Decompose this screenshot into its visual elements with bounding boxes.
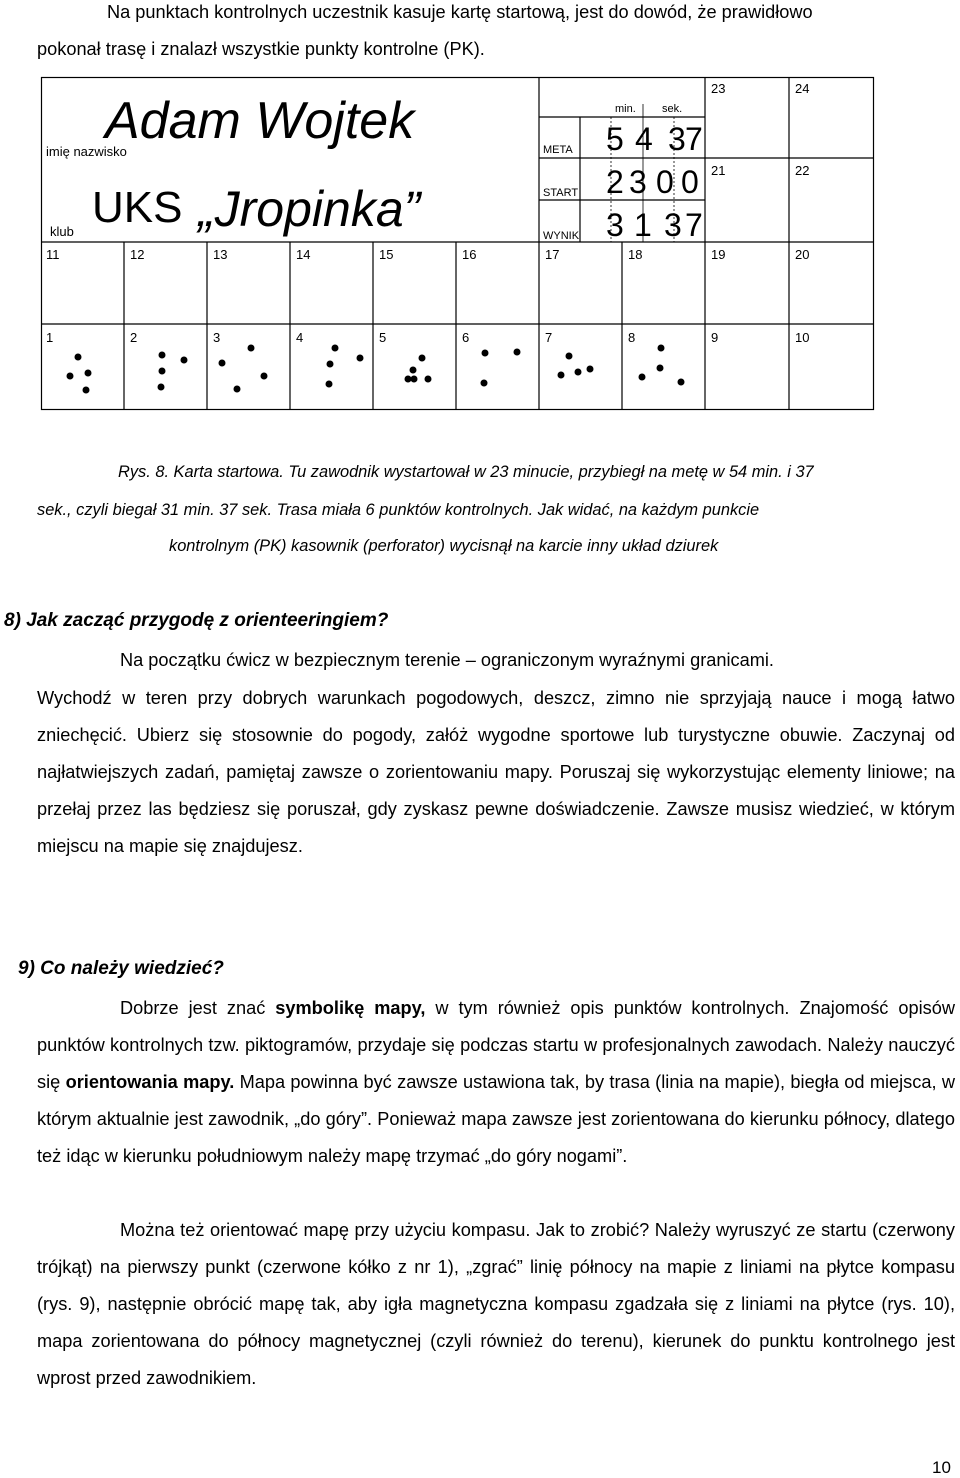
start-card-figure	[40, 76, 876, 412]
row-meta: META	[543, 144, 573, 156]
punch-pattern-8	[639, 345, 685, 386]
page-number: 10	[932, 1458, 951, 1477]
handwritten-club-name: „Jropinka”	[198, 181, 421, 237]
start-digit-3: 0	[656, 164, 674, 200]
punch-pattern-2	[158, 352, 188, 391]
cell-num-2: 2	[130, 330, 138, 345]
cell-num-7: 7	[545, 330, 553, 345]
handwritten-name: Adam Wojtek	[105, 92, 415, 150]
cell-num-21: 21	[711, 163, 726, 178]
intro-line-1: Na punktach kontrolnych uczestnik kasuje kartę startową, jest do dowód, że prawidłowo	[107, 2, 813, 22]
cell-num-10: 10	[795, 330, 810, 345]
label-name: imię nazwisko	[46, 144, 127, 159]
cell-num-18: 18	[628, 247, 643, 262]
figure-caption-line-2: sek., czyli biegał 31 min. 37 sek. Trasa miała 6 punktów kontrolnych. Jak widać, na każdym punkcie	[37, 501, 760, 519]
cell-num-13: 13	[213, 247, 228, 262]
cell-num-4: 4	[296, 330, 304, 345]
section-9-p1-d: orientowania mapy.	[65, 1072, 235, 1092]
meta-digit-4: 7	[685, 121, 703, 157]
row-wynik: WYNIK	[543, 230, 580, 242]
punch-pattern-5	[405, 355, 432, 383]
punch-pattern-6	[481, 349, 521, 387]
punch-pattern-7	[558, 353, 594, 379]
cell-num-19: 19	[711, 247, 726, 262]
intro-line-2: pokonał trasę i znalazł wszystkie punkty kontrolne (PK).	[37, 39, 485, 59]
cell-num-24: 24	[795, 81, 810, 96]
cell-num-11: 11	[46, 247, 60, 262]
cell-num-8: 8	[628, 330, 636, 345]
meta-digit-3: 3	[668, 121, 686, 157]
cell-num-16: 16	[462, 247, 477, 262]
punch-pattern-4	[326, 345, 364, 388]
meta-digit-1: 5	[606, 121, 624, 157]
section-9-paragraph-2: Można też orientować mapę przy użyciu kompasu. Jak to zrobić? Należy wyruszyć ze startu (czerwony trójkąt) na pierwszy punkt (czerwone kółko z nr 1), „zgrać” linię północy na mapie z liniami na płytce kompasu (rys. 9), następnie obrócić mapę tak, aby igła magnetyczna kompasu zgadzała się z liniami na płytce (rys. 10), mapa zorientowana do północy magnetycznej (czyli również do terenu), kierunek do punktu kontrolnego jest wprost przed zawodnikiem.	[37, 1220, 955, 1388]
cell-num-3: 3	[213, 330, 221, 345]
cell-num-22: 22	[795, 163, 810, 178]
label-sek: sek.	[662, 103, 683, 115]
figure-caption-line-1: Rys. 8. Karta startowa. Tu zawodnik wystartował w 23 minucie, przybiegł na metę w 54 min. i 37	[118, 463, 814, 481]
wynik-digit-1: 3	[606, 207, 624, 243]
cell-num-9: 9	[711, 330, 719, 345]
cell-num-5: 5	[379, 330, 387, 345]
cell-num-1: 1	[46, 330, 54, 345]
cell-num-17: 17	[545, 247, 560, 262]
section-9-p1-e: Mapa powinna być zawsze ustawiona tak, by trasa (linia na mapie), biegła od miejsca, w którym aktualnie jest zawodnik, „do góry”. Ponieważ mapa zawsze jest zorientowana do kierunku północy, dlatego też idąc w kierunku południowym należy mapę trzymać „do góry nogami”.	[37, 1072, 955, 1166]
punch-pattern-1	[67, 354, 92, 394]
section-9-p1-c: w tym również opis punktów kontrolnych. Znajomość opisów punktów kontrolnych tzw. piktogramów, przydaje się podczas startu w profesjonalnych zawodach. Należy nauczyć się	[37, 998, 955, 1092]
figure-caption-line-3: kontrolnym (PK) kasownik (perforator) wycisnął na karcie inny układ dziurek	[169, 537, 719, 555]
wynik-digit-4: 7	[685, 207, 703, 243]
cell-num-23: 23	[711, 81, 726, 96]
start-digit-4: 0	[681, 164, 699, 200]
handwritten-club: UKS	[92, 183, 183, 232]
start-digit-2: 3	[629, 164, 647, 200]
meta-digit-2: 4	[635, 121, 653, 157]
cell-num-6: 6	[462, 330, 470, 345]
wynik-digit-2: 1	[634, 207, 652, 243]
cell-num-14: 14	[296, 247, 311, 262]
label-min: min.	[615, 103, 636, 115]
cell-num-12: 12	[130, 247, 145, 262]
punch-pattern-3	[219, 345, 268, 393]
cell-num-15: 15	[379, 247, 394, 262]
section-9-p1-a: Dobrze jest znać	[120, 998, 276, 1018]
section-8-first-line: Na początku ćwicz w bezpiecznym terenie – ograniczonym wyraźnymi granicami.	[120, 650, 774, 670]
cell-num-20: 20	[795, 247, 810, 262]
section-8-paragraph: Wychodź w teren przy dobrych warunkach pogodowych, deszcz, zimno nie sprzyjają nauce i mogą łatwo zniechęcić. Ubierz się stosownie do pogody, załóż wygodne sportowe lub turystyczne obuwie. Zaczynaj od najłatwiejszych zadań, pamiętaj zawsze o zorientowaniu mapy. Poruszaj się wykorzystując elementy liniowe; na przełaj przez las będziesz się poruszał, gdy zyskasz pewne doświadczenie. Zawsze musisz wiedzieć, w którym miejscu na mapie się znajdujesz.	[37, 688, 955, 856]
start-digit-1: 2	[606, 164, 624, 200]
section-9-p1-b: symbolikę mapy,	[275, 998, 426, 1018]
row-start: START	[543, 187, 579, 199]
wynik-digit-3: 3	[664, 207, 682, 243]
section-8-heading: 8) Jak zacząć przygodę z orienteeringiem?	[4, 610, 389, 631]
label-club: klub	[50, 224, 74, 239]
section-9-heading: 9) Co należy wiedzieć?	[18, 958, 224, 979]
section-9-paragraph-1	[37, 990, 955, 1175]
